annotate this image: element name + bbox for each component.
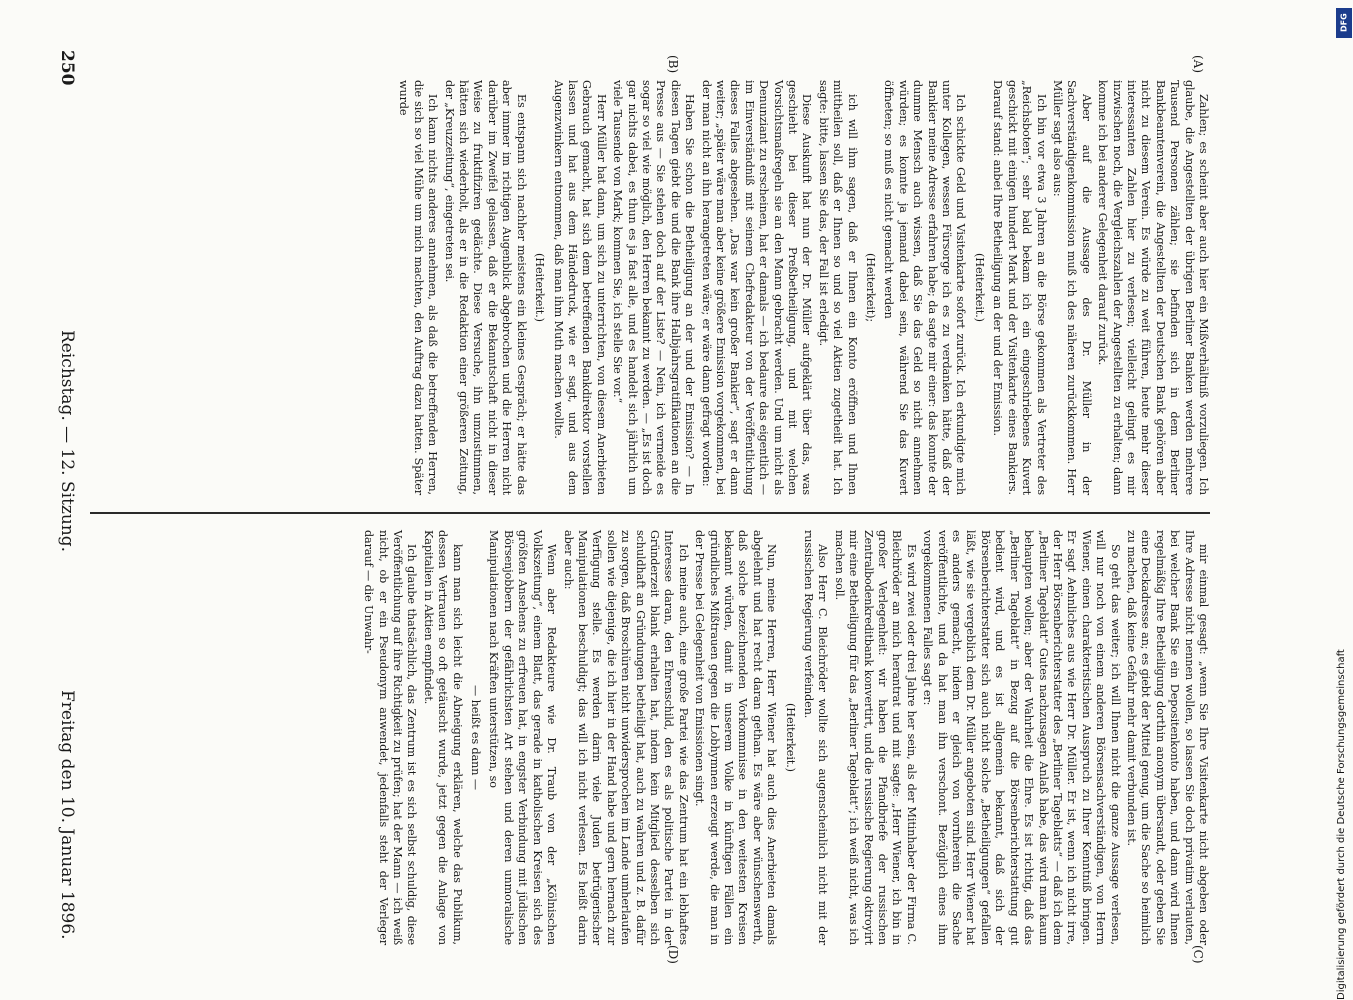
page-header [45, 50, 85, 950]
paragraph: Herr Müller hat dann, um sich zu unterrichten, von diesem Anerbieten Gebrauch gemacht, hat sich dem betreffenden Bankdirektor vorstellen lassen und hat aus dem Händedruck, wie er sagt, und aus dem Augenzwinkern entnommen, daß man ihm Muth machen wollte. [551, 80, 608, 495]
margin-mark-c: (C) [1191, 945, 1205, 964]
paragraph: Wenn aber Redakteure wie Dr. Traub von der „Kölnischen Volkszeitung“, einem Blatt, das gerade in katholischen Kreisen sich des größten Ansehens zu erfreuen hat, in engster Verbindung mit jüdischen Börsenjobbern der gefährlichsten Art stehen und deren unmoralische Manipulationen nach Kräften unterstützen, so [487, 530, 559, 945]
paragraph: Ich meine auch, eine große Partei wie das Zentrum hat ein lebhaftes Interesse daran, den Ehrenschild, den es als politische Partei in der Gründerzeit blank erhalten hat, indem kein Mitglied desselben sich schuldhaft an Gründungen betheiligt hat, auch zu wahren und z. B. dafür zu sorgen, daß Broschüren nicht unwidersprochen im Lande umherlaufen sollen wie diejenige, die ich hier in der Hand habe und gern hernach zur Verfügung stelle. Es werden darin viele Juden betrügerischer Manipulationen beschuldigt; das will ich nicht verlesen. Es heißt darin aber auch: [561, 530, 690, 945]
paragraph: Haben Sie schon die Betheiligung an der und der Emission? — In diesen Tagen giebt die und die Bank ihre Halbjahrsgratifikationen an die Presse aus — Sie stehen doch auf der Liste? — Nein, ich vermeide es sogar so viel wie möglich, den Herren bekannt zu werden. — „Es ist doch gar nichts dabei, es thun es ja fast alle, und es handelt sich jährlich um viele Tausende von Mark; kommen Sie, ich stelle Sie vor.“ [611, 80, 697, 495]
paragraph: mir einmal gesagt: „wenn Sie Ihre Visitenkarte nicht abgeben oder Ihre Adresse nicht nennen wollen, so lassen Sie doch privatim verlauten, bei welcher Bank Sie ein Depositenkonto haben, und dann wird Ihnen regelmäßig Ihre Betheiligung dorthin anonym übersandt, oder geben Sie eine Deckadresse an; es giebt der Mittel genug, um die Sache so heimlich zu machen, daß keine Gefahr mehr damit verbunden ist. [1124, 530, 1210, 945]
paragraph: Ich schickte Geld und Visitenkarte sofort zurück. Ich erkundigte mich unter Kollegen, wessen Fürsorge ich es zu verdanken hätte, daß der Bankier meine Adresse erfahren habe; da sagte mir einer: das konnte der dumme Mensch auch wissen, daß Sie das Geld so nicht annehmen würden; es konnte ja jemand dabei sein, während Sie das Kuvert öffneten; so muß es nicht gemacht werden [882, 80, 968, 495]
paragraph: Ich glaube thatsächlich, das Zentrum ist es sich selbst schuldig, diese Veröffentlichung auf ihre Richtigkeit zu prüfen; hat der Mann — ich weiß nicht, ob er ein Pseudonym anwendet, jedenfalls steht der Verleger darauf — die Unwahr- [362, 530, 419, 945]
right-text-column [359, 530, 1210, 945]
margin-mark-d: (D) [666, 945, 680, 964]
digitization-credit-text: Digitalisierung gefördert durch die Deutsche Forschungsgemeinschaft [1336, 649, 1347, 1000]
page-number: 250 [57, 50, 77, 86]
interjection: (Heiterkeit); [864, 252, 878, 323]
interjection: — heißt es dann — [469, 685, 483, 790]
paragraph: Es entspann sich nachher meistens ein kleines Gespräch; er hätte das aber immer im richtigen Augenblick abgebrochen und die Herren nicht darüber im Zweifel gelassen, daß er die Bekanntschaft nicht in dieser Weise zu fruktifiziren gedächte. Diese Versuche, ihn umzustimmen, hätten sich wiederholt, als er in die Redaktion einer größeren Zeitung, der „Kreuzzeitung“, eingetreten sei. [442, 80, 528, 495]
left-text-column [394, 80, 1210, 495]
paragraph: Zahlen; es scheint aber auch hier ein Mißverhältniß vorzuliegen. Ich glaube, die Angestellten der übrigen Berliner Banken werden mehrere Tausend Personen zählen; sie befinden sich in dem Berliner Bankbeamtenverein, die Angestellten der Deutschen Bank gehören aber nicht zu diesem Verein. Es würde zu weit führen, heute mehr dieser interessanten Zahlen hier zu verlesen; vielleicht gelingt es mir inzwischen noch, die Vergleichszahlen der Angestellten zu erhalten; dann komme ich bei anderer Gelegenheit darauf zurück. [1096, 80, 1210, 495]
column-divider [90, 512, 1210, 514]
dfg-logo-icon: DFG [1336, 8, 1352, 38]
header-left-title: Reichstag. — 12. Sitzung. [57, 330, 77, 553]
digitization-credit [1333, 40, 1351, 1000]
interjection: (Heiterkeit.) [783, 703, 797, 772]
paragraph: Es wird zwei oder drei Jahre her sein, als der Mitinhaber der Firma C. Bleichröder an mich herantrat und mit sagte: „Herr Wiener, ich bin in großer Verlegenheit: wir haben die Pfandbriefe der russischen Zentralbodenkreditbank konvertirt, und die russische Regierung oktroyirt mir eine Betheiligung für das „Berliner Tageblatt“; ich weiß nicht, was ich machen soll. [832, 530, 918, 945]
interjection: (Heiterkeit.) [972, 253, 986, 322]
paragraph: Aber auf die Aussage des Dr. Müller in der Sachverständigenkommission muß ich des näheren zurückkommen. Herr Müller sagt also aus: [1050, 80, 1093, 495]
paragraph: Also Herr C. Bleichröder wollte sich augenscheinlich nicht mit der russischen Regierung verfeinden. [802, 530, 830, 945]
paragraph: kann man sich leicht die Abneigung erklären, welche das Publikum, dessen Vertrauen so oft getäuscht wurde, jetzt gegen die Anlage von Kapitalien in Aktien empfindet. [421, 530, 464, 945]
paragraph: Nun, meine Herren, Herr Wiener hat auch dies Anerbieten damals abgelehnt und hat recht daran gethan. Es wäre aber wünschenswerth, daß solche bezeichnenden Vorkommnisse in den weitesten Kreisen bekannt würden, damit in unserem Volke in künftigen Fällen ein gründliches Mißtrauen gegen die Lobhymnen erzeugt werde, die man in der Presse bei Gelegenheit von Emissionen singt. [693, 530, 779, 945]
paragraph: ich will ihm sagen, daß er Ihnen ein Konto eröffnen und Ihnen mittheilen soll, daß er Ihnen so und so viel Aktien zugetheilt hat. Ich sagte: bitte, lassen Sie das, der Fall ist erledigt. [816, 80, 859, 495]
paragraph: Diese Auskunft hat nun der Dr. Müller aufgeklärt über das, was geschieht bei dieser Preßbetheiligung, und mit welchen Vorsichtsmaßregeln sie an den Mann gebracht werden. Und um nicht als Denunziant zu erscheinen, hat er damals — ich bedaure das eigentlich — im Einverständniß mit seinem Chefredakteur von der Veröffentlichung dieses Falles abgesehen. „Das war kein großer Bankier“, sagt er dann weiter; „später wäre man aber keine größere Emission vorgekommen, bei der man nicht an ihn herangetreten wäre; er wäre dann gefragt worden: [699, 80, 814, 495]
margin-mark-a: (A) [1191, 55, 1205, 74]
paragraph: Ich bin vor etwa 3 Jahren an die Börse gekommen als Vertreter des „Reichsboten“; sehr bald bekam ich ein eingeschriebenes Kuvert geschickt mit einigen hundert Mark und der Visitenkarte eines Bankiers. Darauf stand: anbei Ihre Betheiligung an der und der Emission. [991, 80, 1048, 495]
paragraph: So geht das weiter; ich will Ihnen nicht die ganze Aussage verlesen, will nur noch von einem anderen Börsensachverständigen, von Herrn Wiener, einen charakteristischen Ausspruch zu Ihrer Kenntniß bringen. Er sagt Aehnliches aus wie Herr Dr. Müller. Er ist, wenn ich nicht irre, der Herr Börsenberichterstatter des „Berliner Tageblatts“ — daß ich dem „Berliner Tageblatt“ Gutes nachzusagen Anlaß habe, das wird man kaum behaupten wollen; aber der Wahrheit die Ehre. Es ist richtig, daß das „Berliner Tageblatt“ in Bezug auf die Börsenberichterstattung gut bedient wird, und es ist allgemein bekannt, daß sich der Börsenberichterstatter sich auch nicht solche „Betheiligungen“ gefallen läßt, wie sie vergeblich dem Dr. Müller angeboten sind. Herr Wiener hat es anders gemacht, indem er gleich von vornherein die Sache veröffentlichte, und da hat man ihn verschont. Bezüglich eines ihm vorgekommenen Falles sagt er: [921, 530, 1122, 945]
paragraph: Ich kann nichts anderes annehmen, als daß die betreffenden Herren, die sich so viel Mühe um mich machten, den Auftrag dazu hatten. Später wurde [397, 80, 440, 495]
margin-mark-b: (B) [666, 55, 680, 74]
header-right-title: Freitag den 10. Januar 1896. [57, 690, 77, 940]
interjection: (Heiterkeit.) [533, 253, 547, 322]
